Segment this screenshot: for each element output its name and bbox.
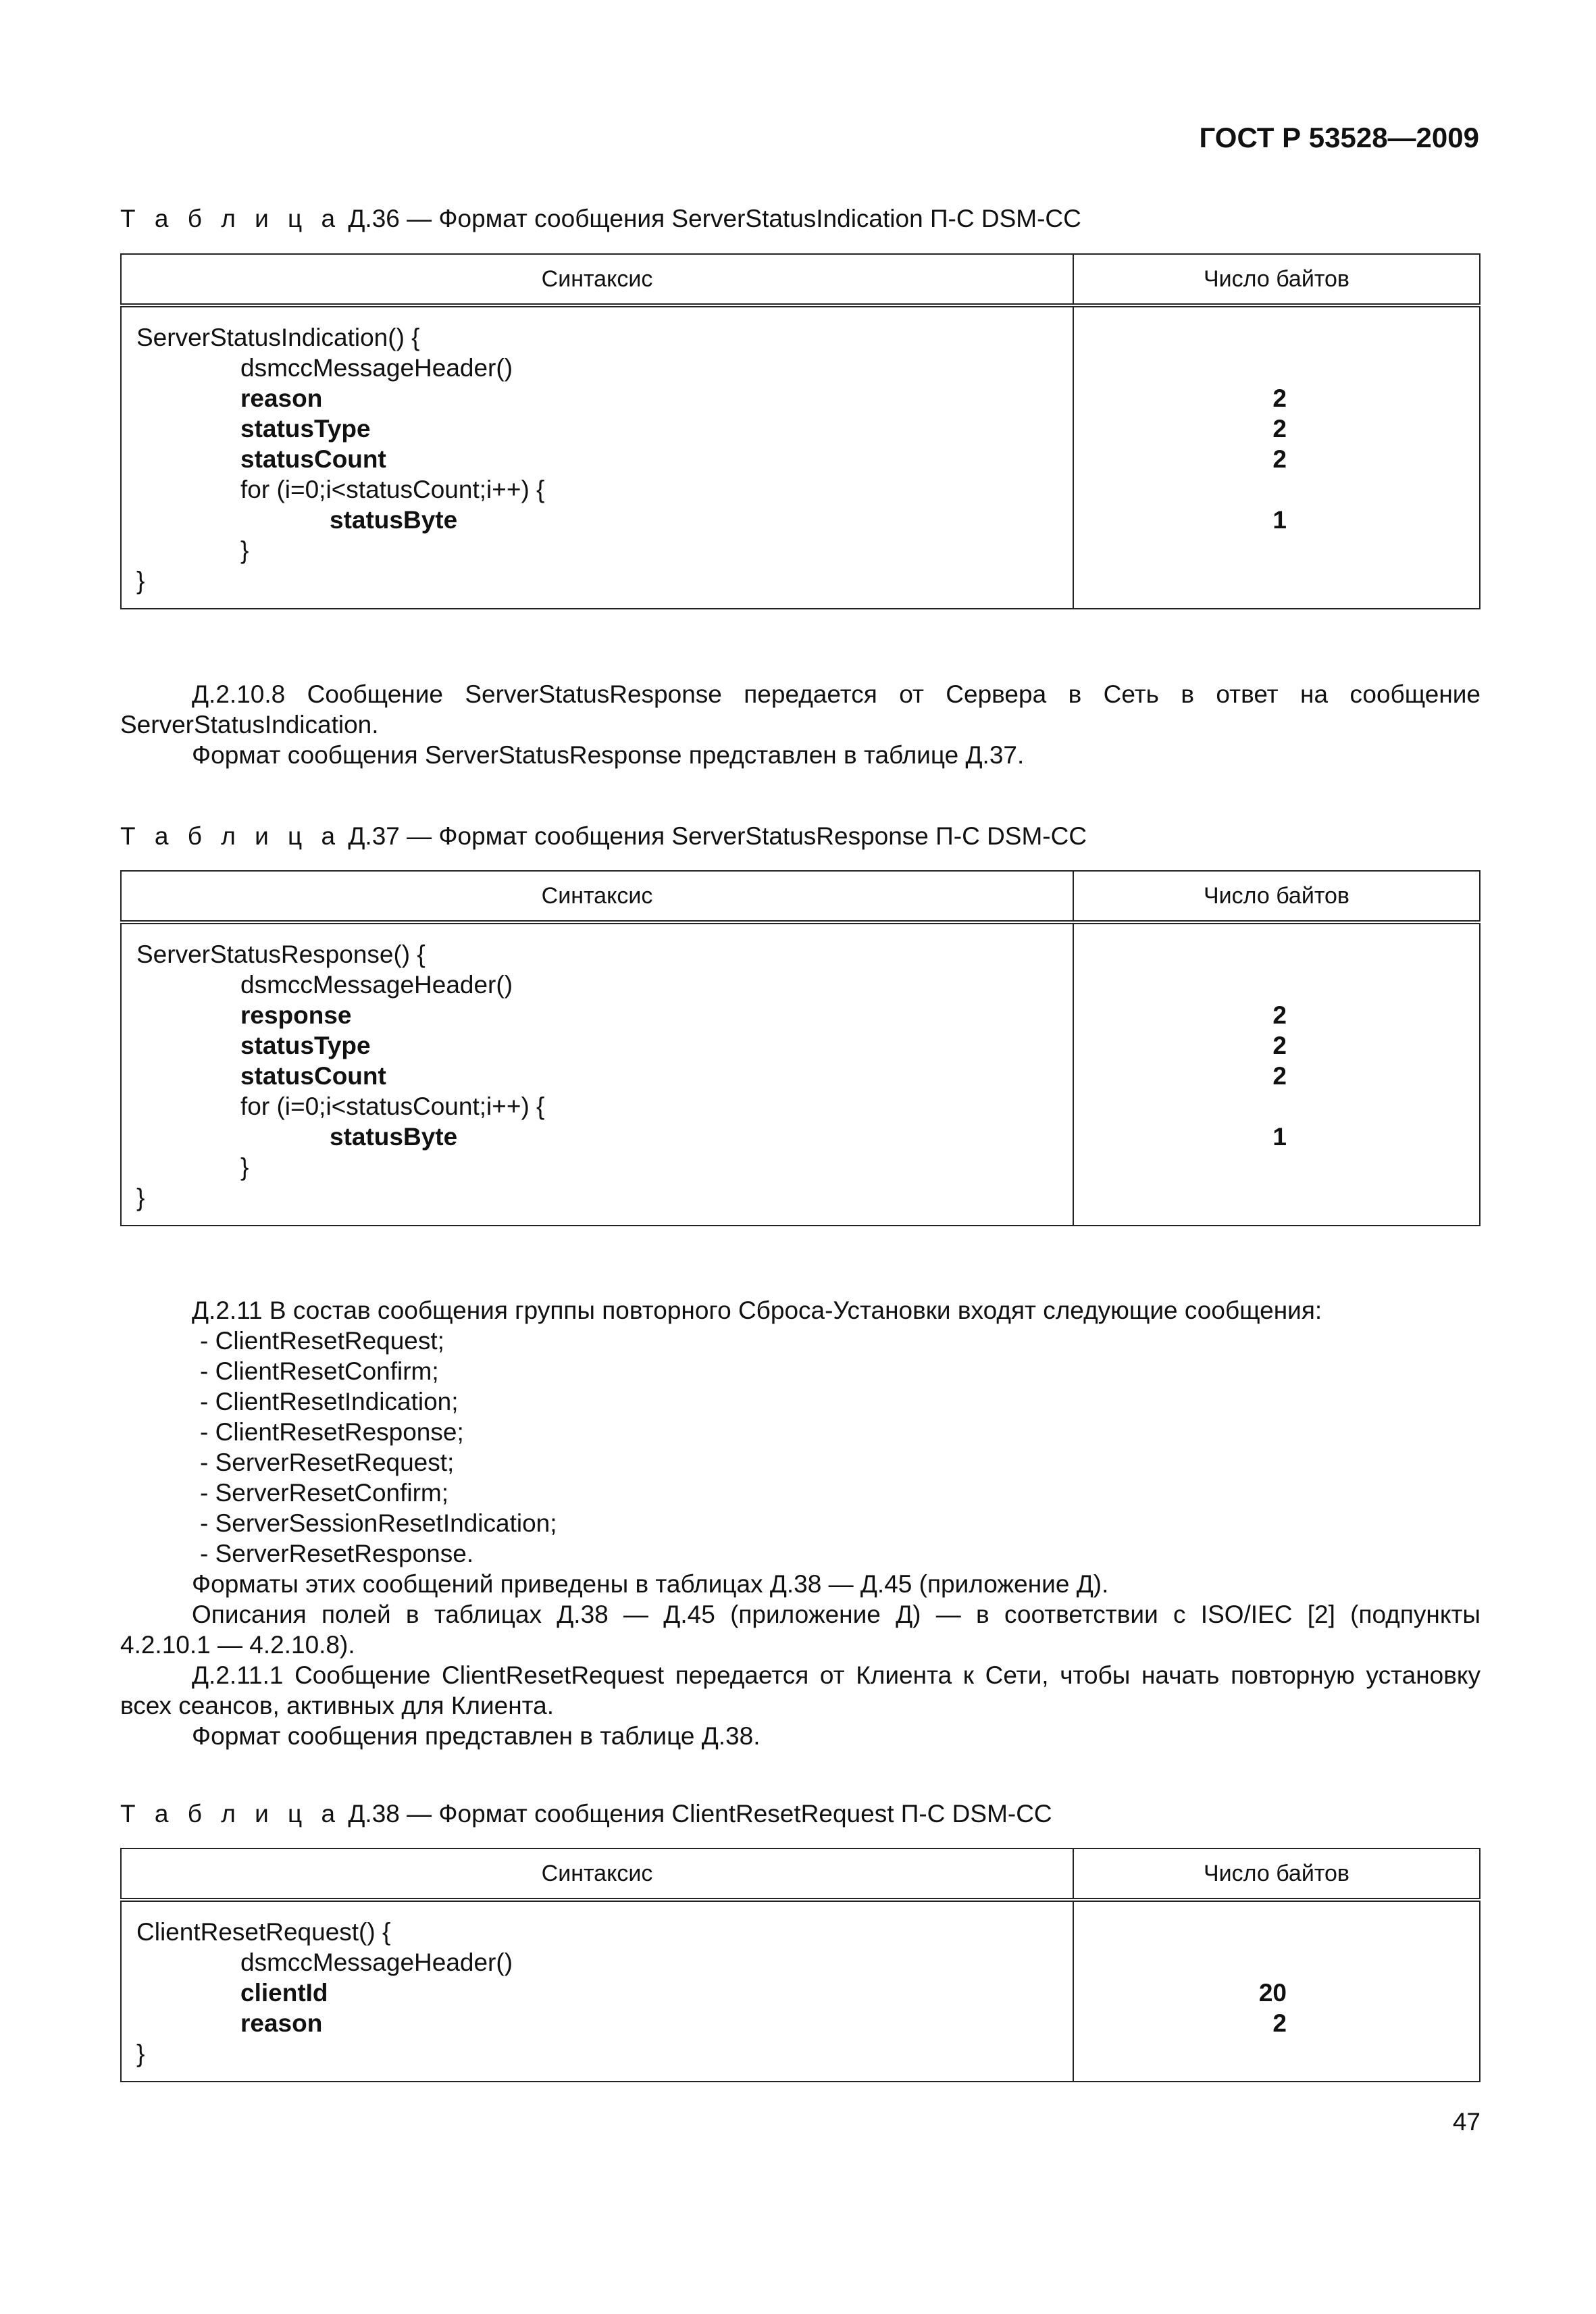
byte-count [1074,939,1479,970]
column-header-syntax: Синтаксис [121,254,1073,305]
byte-count: 2 [1272,1032,1287,1059]
syntax-table-d36 [120,253,1481,609]
paragraph-d2108 [120,679,1481,770]
list-item: - ServerSessionResetIndication; [200,1509,557,1537]
syntax-cell [121,1900,1073,2082]
page-number: 47 [1452,2108,1481,2136]
list-item: - ClientResetRequest; [200,1327,444,1355]
code-line: } [136,1184,145,1211]
column-header-bytes: Число байтов [1073,254,1480,305]
code-line: for (i=0;i<statusCount;i++) { [240,1092,545,1120]
byte-count: 1 [1272,506,1287,534]
field-name: statusCount [240,445,386,473]
syntax-table-d38 [120,1848,1481,2082]
paragraph-line: Форматы этих сообщений приведены в таблицах Д.38 — Д.45 (приложение Д). [192,1570,1109,1598]
bytes-cell [1073,1900,1480,2082]
byte-count [1074,353,1479,383]
byte-count [1074,565,1479,596]
paragraph-line: Описания полей в таблицах Д.38 — Д.45 (приложение Д) — в соответствии с ISO/IEC [2] (подпункты [192,1601,1481,1628]
list-item: - ClientResetIndication; [200,1388,459,1415]
column-header-bytes: Число байтов [1073,1848,1480,1900]
field-name: reason [240,384,323,412]
field-name: statusByte [330,1123,458,1151]
table-caption-prefix: Т а б л и ц а [120,822,342,850]
byte-count [1074,1947,1479,1978]
byte-count: 20 [1258,1979,1287,2007]
code-line: dsmccMessageHeader() [240,971,513,999]
list-item: - ServerResetResponse. [200,1540,474,1567]
field-name: reason [240,2009,323,2037]
paragraph-line: Формат сообщения ServerStatusResponse представлен в таблице Д.37. [192,741,1025,769]
field-name: statusByte [330,506,458,534]
byte-count: 2 [1272,415,1287,443]
byte-count: 2 [1272,2009,1287,2037]
paragraph-line: всех сеансов, активных для Клиента. [120,1692,555,1719]
column-header-syntax: Синтаксис [121,1848,1073,1900]
table-row [121,305,1480,609]
paragraph-line: Д.2.10.8 Сообщение ServerStatusResponse передается от Сервера в Сеть в ответ на сообщение [192,680,1481,708]
code-line: dsmccMessageHeader() [240,354,513,382]
paragraph-line: Д.2.11.1 Сообщение ClientResetRequest передается от Клиента к Сети, чтобы начать повторную установку [192,1661,1481,1689]
code-line: } [136,567,145,595]
byte-count [1074,535,1479,565]
table-caption-text: Д.38 — Формат сообщения ClientResetRequest П-С DSM-CC [348,1800,1052,1828]
code-line: } [240,536,249,564]
code-line: ServerStatusResponse() { [136,940,426,968]
table-caption-text: Д.37 — Формат сообщения ServerStatusResponse П-С DSM-CC [348,822,1087,850]
byte-count: 2 [1272,1062,1287,1090]
byte-count [1074,2038,1479,2069]
paragraph-line: ServerStatusIndication. [120,711,379,738]
byte-count [1074,474,1479,505]
byte-count [1074,1091,1479,1122]
field-name: statusType [240,415,371,443]
syntax-cell [121,305,1073,609]
column-header-syntax: Синтаксис [121,871,1073,922]
table-caption [120,1800,1052,1828]
paragraph-d211 [120,1295,1481,1751]
list-item: - ClientResetResponse; [200,1418,464,1446]
paragraph-line: 4.2.10.1 — 4.2.10.8). [120,1631,355,1659]
column-header-bytes: Число байтов [1073,871,1480,922]
document-header: ГОСТ Р 53528—2009 [1199,122,1479,153]
table-row [121,922,1480,1226]
code-line: for (i=0;i<statusCount;i++) { [240,476,545,503]
byte-count [1074,322,1479,353]
field-name: statusType [240,1032,371,1059]
byte-count [1074,1917,1479,1947]
bytes-cell [1073,305,1480,609]
field-name: clientId [240,1979,328,2007]
paragraph-line: Д.2.11 В состав сообщения группы повторного Сброса-Установки входят следующие сообщения: [192,1297,1322,1324]
list-item: - ClientResetConfirm; [200,1357,439,1385]
byte-count [1074,970,1479,1000]
code-line: ServerStatusIndication() { [136,324,420,351]
code-line: dsmccMessageHeader() [240,1948,513,1976]
bytes-cell [1073,922,1480,1226]
table-caption [120,822,1087,851]
byte-count: 2 [1272,445,1287,473]
byte-count: 2 [1272,1001,1287,1029]
list-item: - ServerResetConfirm; [200,1479,449,1507]
list-item: - ServerResetRequest; [200,1449,455,1476]
code-line: ClientResetRequest() { [136,1918,391,1946]
field-name: statusCount [240,1062,386,1090]
table-caption [120,205,1081,233]
byte-count: 2 [1272,384,1287,412]
code-line: } [136,2040,145,2067]
paragraph-line: Формат сообщения представлен в таблице Д.38. [192,1722,761,1750]
byte-count [1074,1152,1479,1182]
byte-count [1074,1182,1479,1213]
table-caption-text: Д.36 — Формат сообщения ServerStatusIndication П-С DSM-CC [348,205,1081,232]
table-caption-prefix: Т а б л и ц а [120,1800,342,1828]
syntax-table-d37 [120,870,1481,1226]
byte-count: 1 [1272,1123,1287,1151]
field-name: response [240,1001,352,1029]
table-row [121,1900,1480,2082]
code-line: } [240,1153,249,1181]
table-caption-prefix: Т а б л и ц а [120,205,342,232]
syntax-cell [121,922,1073,1226]
